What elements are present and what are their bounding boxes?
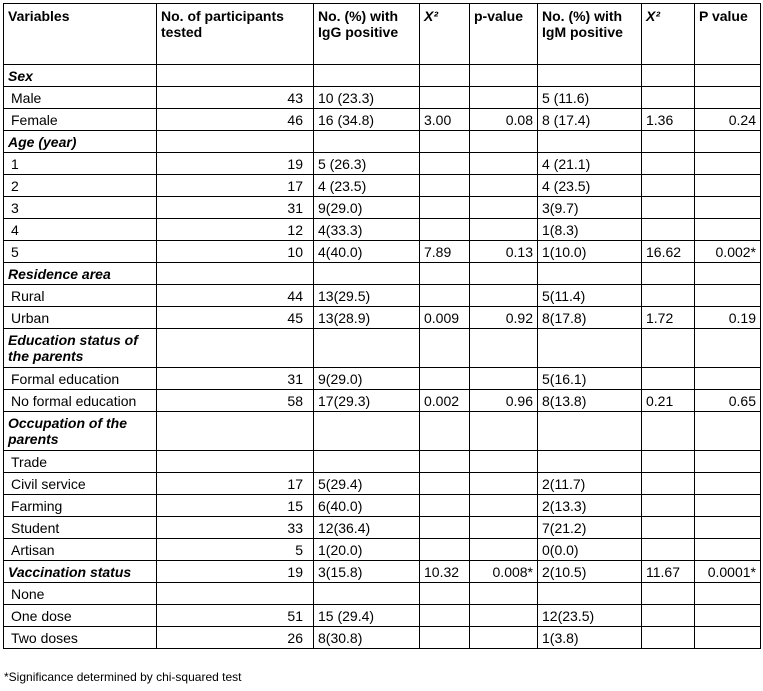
cell-x2-igm: 11.67	[642, 561, 695, 583]
cell-variable: Sex	[4, 65, 157, 87]
cell-igm: 2(10.5)	[538, 561, 642, 583]
cell-variable: 3	[4, 197, 157, 219]
cell-x2-igm: 1.72	[642, 307, 695, 329]
cell-participants: 45	[157, 307, 314, 329]
cell-variable: Male	[4, 87, 157, 109]
header-x2-igg: X²	[420, 4, 470, 65]
cell-x2-igg	[420, 605, 470, 627]
cell-pvalue-igg	[470, 87, 538, 109]
cell-variable: Vaccination status	[4, 561, 157, 583]
cell-variable: 5	[4, 241, 157, 263]
cell-variable: Student	[4, 517, 157, 539]
cell-igm: 12(23.5)	[538, 605, 642, 627]
cell-participants: 58	[157, 390, 314, 412]
cell-igm: 8(17.8)	[538, 307, 642, 329]
cell-x2-igm	[642, 263, 695, 285]
cell-x2-igg	[420, 627, 470, 649]
table-row	[4, 368, 761, 390]
cell-pvalue-igm	[695, 539, 761, 561]
cell-x2-igm	[642, 197, 695, 219]
table-row	[4, 539, 761, 561]
cell-pvalue-igg	[470, 219, 538, 241]
table-row	[4, 517, 761, 539]
cell-igg: 4(33.3)	[314, 219, 420, 241]
cell-igg: 4(40.0)	[314, 241, 420, 263]
cell-igm: 5(16.1)	[538, 368, 642, 390]
cell-pvalue-igm	[695, 517, 761, 539]
cell-igm: 0(0.0)	[538, 539, 642, 561]
cell-pvalue-igm: 0.24	[695, 109, 761, 131]
cell-variable: 2	[4, 175, 157, 197]
section-row	[4, 263, 761, 285]
cell-pvalue-igm	[695, 219, 761, 241]
cell-participants: 31	[157, 197, 314, 219]
cell-x2-igg	[420, 412, 470, 451]
cell-pvalue-igg	[470, 65, 538, 87]
cell-variable: Artisan	[4, 539, 157, 561]
footnote: *Significance determined by chi-squared test	[4, 670, 242, 684]
table-row	[4, 390, 761, 412]
table-row	[4, 605, 761, 627]
cell-participants	[157, 263, 314, 285]
cell-variable: Trade	[4, 451, 157, 473]
header-igg: No. (%) with IgG positive	[314, 4, 420, 65]
table-row	[4, 219, 761, 241]
cell-pvalue-igm	[695, 412, 761, 451]
cell-variable: Female	[4, 109, 157, 131]
cell-participants: 26	[157, 627, 314, 649]
cell-pvalue-igg: 0.92	[470, 307, 538, 329]
cell-x2-igm	[642, 175, 695, 197]
cell-pvalue-igg	[470, 451, 538, 473]
cell-pvalue-igm	[695, 495, 761, 517]
table-row	[4, 241, 761, 263]
table-row	[4, 495, 761, 517]
cell-pvalue-igm	[695, 285, 761, 307]
cell-igg	[314, 65, 420, 87]
cell-igm	[538, 131, 642, 153]
cell-pvalue-igm	[695, 153, 761, 175]
cell-x2-igg	[420, 197, 470, 219]
cell-igm	[538, 329, 642, 368]
cell-x2-igm	[642, 495, 695, 517]
cell-igm: 1(10.0)	[538, 241, 642, 263]
cell-participants	[157, 583, 314, 605]
cell-pvalue-igm	[695, 473, 761, 495]
cell-x2-igm	[642, 131, 695, 153]
cell-x2-igm	[642, 473, 695, 495]
cell-igm	[538, 65, 642, 87]
header-igm: No. (%) with IgM positive	[538, 4, 642, 65]
cell-igm: 5(11.4)	[538, 285, 642, 307]
cell-variable: Formal education	[4, 368, 157, 390]
header-x2-igm: X²	[642, 4, 695, 65]
cell-x2-igm: 1.36	[642, 109, 695, 131]
cell-igg: 16 (34.8)	[314, 109, 420, 131]
cell-pvalue-igg	[470, 329, 538, 368]
cell-pvalue-igg	[470, 495, 538, 517]
cell-pvalue-igg	[470, 605, 538, 627]
cell-pvalue-igm: 0.002*	[695, 241, 761, 263]
cell-participants: 31	[157, 368, 314, 390]
table-row	[4, 583, 761, 605]
cell-x2-igm	[642, 153, 695, 175]
cell-x2-igm	[642, 219, 695, 241]
cell-pvalue-igg	[470, 263, 538, 285]
cell-x2-igg: 0.002	[420, 390, 470, 412]
cell-x2-igg	[420, 451, 470, 473]
cell-variable: None	[4, 583, 157, 605]
cell-pvalue-igg	[470, 131, 538, 153]
cell-igm: 4 (21.1)	[538, 153, 642, 175]
cell-participants: 17	[157, 473, 314, 495]
cell-pvalue-igm	[695, 583, 761, 605]
cell-x2-igg	[420, 539, 470, 561]
cell-variable: Age (year)	[4, 131, 157, 153]
cell-igm: 4 (23.5)	[538, 175, 642, 197]
cell-x2-igm	[642, 368, 695, 390]
cell-x2-igm	[642, 285, 695, 307]
cell-x2-igg	[420, 517, 470, 539]
cell-x2-igm	[642, 451, 695, 473]
header-pvalue-igg: p-value	[470, 4, 538, 65]
table-row	[4, 175, 761, 197]
cell-pvalue-igg	[470, 517, 538, 539]
cell-pvalue-igm	[695, 627, 761, 649]
cell-pvalue-igm	[695, 87, 761, 109]
cell-igm	[538, 583, 642, 605]
cell-x2-igg	[420, 263, 470, 285]
cell-igm: 5 (11.6)	[538, 87, 642, 109]
cell-igg	[314, 412, 420, 451]
cell-pvalue-igm	[695, 329, 761, 368]
cell-igm	[538, 263, 642, 285]
results-table	[3, 3, 761, 649]
cell-x2-igm	[642, 605, 695, 627]
cell-variable: Rural	[4, 285, 157, 307]
cell-variable: Education status of the parents	[4, 329, 157, 368]
cell-participants: 33	[157, 517, 314, 539]
cell-x2-igm	[642, 65, 695, 87]
cell-variable: Farming	[4, 495, 157, 517]
cell-igg: 3(15.8)	[314, 561, 420, 583]
cell-pvalue-igg	[470, 197, 538, 219]
header-variables: Variables	[4, 4, 157, 65]
cell-variable: Civil service	[4, 473, 157, 495]
cell-x2-igm: 16.62	[642, 241, 695, 263]
cell-x2-igg	[420, 175, 470, 197]
cell-pvalue-igm	[695, 197, 761, 219]
cell-igm	[538, 451, 642, 473]
cell-igg	[314, 131, 420, 153]
cell-igm: 1(8.3)	[538, 219, 642, 241]
cell-x2-igg	[420, 87, 470, 109]
header-pvalue-igm	[695, 4, 761, 65]
cell-igm: 8 (17.4)	[538, 109, 642, 131]
cell-x2-igg	[420, 153, 470, 175]
cell-pvalue-igg	[470, 473, 538, 495]
cell-participants	[157, 65, 314, 87]
cell-pvalue-igg	[470, 539, 538, 561]
cell-participants: 43	[157, 87, 314, 109]
cell-pvalue-igm: 0.65	[695, 390, 761, 412]
cell-participants: 51	[157, 605, 314, 627]
table-row	[4, 307, 761, 329]
cell-x2-igg	[420, 285, 470, 307]
cell-igg: 5(29.4)	[314, 473, 420, 495]
cell-igg: 1(20.0)	[314, 539, 420, 561]
cell-x2-igg	[420, 473, 470, 495]
cell-x2-igm	[642, 627, 695, 649]
cell-pvalue-igm	[695, 263, 761, 285]
cell-igg	[314, 329, 420, 368]
cell-x2-igg: 0.009	[420, 307, 470, 329]
cell-x2-igg: 7.89	[420, 241, 470, 263]
cell-x2-igm	[642, 539, 695, 561]
section-row	[4, 561, 761, 583]
cell-pvalue-igg	[470, 368, 538, 390]
cell-pvalue-igg	[470, 153, 538, 175]
cell-igm: 2(11.7)	[538, 473, 642, 495]
cell-pvalue-igg	[470, 175, 538, 197]
cell-pvalue-igg: 0.96	[470, 390, 538, 412]
table-row	[4, 627, 761, 649]
cell-igg	[314, 583, 420, 605]
cell-igm: 3(9.7)	[538, 197, 642, 219]
cell-participants: 19	[157, 153, 314, 175]
cell-x2-igg: 3.00	[420, 109, 470, 131]
cell-participants: 12	[157, 219, 314, 241]
section-row	[4, 65, 761, 87]
cell-pvalue-igm	[695, 175, 761, 197]
header-pvalue-igm-text: P value	[699, 8, 748, 24]
section-row	[4, 412, 761, 451]
cell-igg	[314, 451, 420, 473]
cell-igm: 7(21.2)	[538, 517, 642, 539]
cell-igm	[538, 412, 642, 451]
cell-igm: 8(13.8)	[538, 390, 642, 412]
cell-x2-igm	[642, 329, 695, 368]
cell-x2-igm	[642, 583, 695, 605]
cell-variable: One dose	[4, 605, 157, 627]
cell-igg: 15 (29.4)	[314, 605, 420, 627]
cell-x2-igm	[642, 412, 695, 451]
cell-igg: 12(36.4)	[314, 517, 420, 539]
section-row	[4, 329, 761, 368]
cell-igm: 2(13.3)	[538, 495, 642, 517]
cell-variable: Residence area	[4, 263, 157, 285]
table-row	[4, 451, 761, 473]
cell-x2-igg	[420, 495, 470, 517]
cell-variable: 1	[4, 153, 157, 175]
cell-participants: 10	[157, 241, 314, 263]
cell-pvalue-igm	[695, 368, 761, 390]
cell-igg: 6(40.0)	[314, 495, 420, 517]
cell-igm: 1(3.8)	[538, 627, 642, 649]
cell-x2-igg	[420, 65, 470, 87]
table-body	[4, 65, 761, 649]
cell-x2-igm	[642, 87, 695, 109]
cell-pvalue-igg	[470, 412, 538, 451]
cell-pvalue-igm	[695, 131, 761, 153]
table-row	[4, 109, 761, 131]
table-row	[4, 87, 761, 109]
header-row	[4, 4, 761, 65]
cell-participants: 19	[157, 561, 314, 583]
cell-x2-igg	[420, 131, 470, 153]
cell-pvalue-igg: 0.08	[470, 109, 538, 131]
cell-x2-igg	[420, 329, 470, 368]
cell-x2-igm: 0.21	[642, 390, 695, 412]
cell-pvalue-igg	[470, 583, 538, 605]
cell-variable: Two doses	[4, 627, 157, 649]
cell-igg: 9(29.0)	[314, 197, 420, 219]
table-row	[4, 285, 761, 307]
section-row	[4, 131, 761, 153]
cell-variable: 4	[4, 219, 157, 241]
cell-pvalue-igm	[695, 65, 761, 87]
cell-x2-igg	[420, 219, 470, 241]
cell-variable: Urban	[4, 307, 157, 329]
cell-igg: 17(29.3)	[314, 390, 420, 412]
cell-participants: 5	[157, 539, 314, 561]
table-row	[4, 153, 761, 175]
cell-participants	[157, 451, 314, 473]
cell-variable: No formal education	[4, 390, 157, 412]
cell-participants: 15	[157, 495, 314, 517]
cell-igg: 8(30.8)	[314, 627, 420, 649]
cell-participants: 46	[157, 109, 314, 131]
cell-participants: 17	[157, 175, 314, 197]
cell-igg: 13(28.9)	[314, 307, 420, 329]
cell-pvalue-igm: 0.0001*	[695, 561, 761, 583]
cell-x2-igg	[420, 368, 470, 390]
cell-pvalue-igg	[470, 627, 538, 649]
cell-igg: 10 (23.3)	[314, 87, 420, 109]
cell-x2-igg	[420, 583, 470, 605]
cell-igg: 5 (26.3)	[314, 153, 420, 175]
cell-pvalue-igg: 0.13	[470, 241, 538, 263]
cell-igg: 4 (23.5)	[314, 175, 420, 197]
cell-igg	[314, 263, 420, 285]
header-participants: No. of participants tested	[157, 4, 314, 65]
cell-x2-igm	[642, 517, 695, 539]
cell-pvalue-igm	[695, 605, 761, 627]
cell-pvalue-igg: 0.008*	[470, 561, 538, 583]
cell-participants: 44	[157, 285, 314, 307]
cell-pvalue-igg	[470, 285, 538, 307]
cell-pvalue-igm	[695, 451, 761, 473]
table-row	[4, 197, 761, 219]
table-row	[4, 473, 761, 495]
cell-igg: 9(29.0)	[314, 368, 420, 390]
cell-participants	[157, 412, 314, 451]
cell-participants	[157, 131, 314, 153]
cell-participants	[157, 329, 314, 368]
cell-igg: 13(29.5)	[314, 285, 420, 307]
cell-variable: Occupation of the parents	[4, 412, 157, 451]
cell-pvalue-igm: 0.19	[695, 307, 761, 329]
cell-x2-igg: 10.32	[420, 561, 470, 583]
